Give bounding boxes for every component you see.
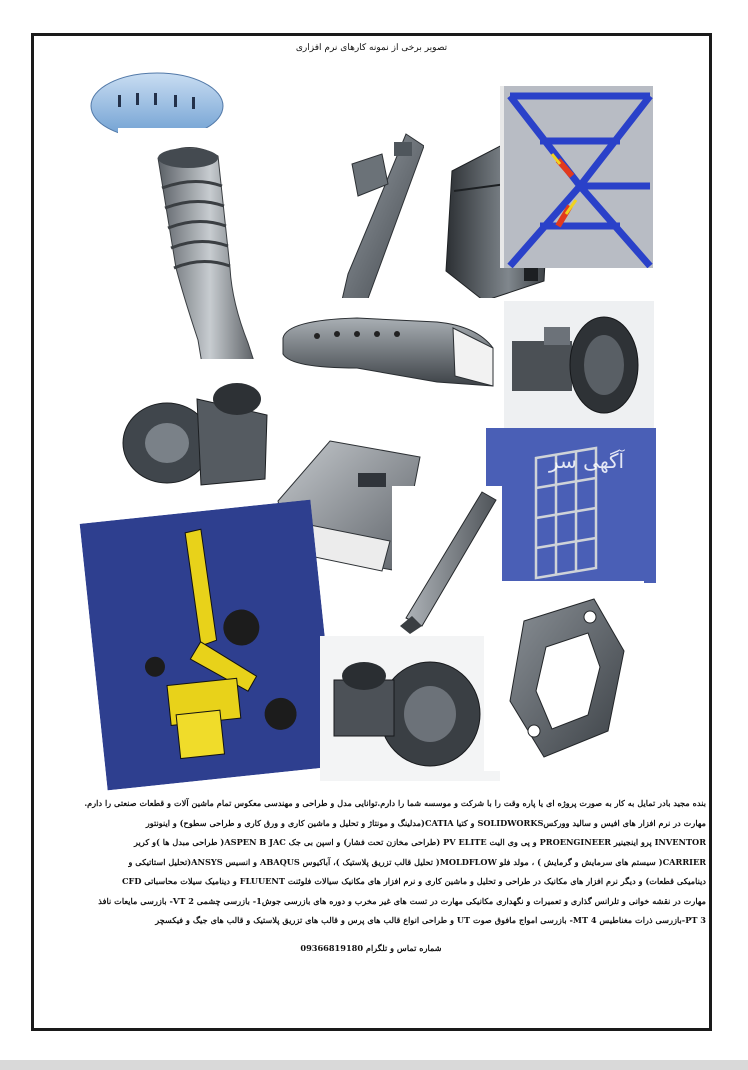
paragraph-line: CARRIER( سیستم های سرمایش و گرمایش ) ، مولد فلو MOLDFLOW( تحلیل قالب تزریق پلاستیک )، آباکیوس ABAQUS و انسیس ANSYS(تحلیل استاتیکی و [128, 856, 706, 867]
gearbox-housing-model [320, 636, 500, 781]
motor-gearbox-model [504, 301, 654, 429]
document-page [31, 33, 712, 1031]
gear-pump-assembly [97, 359, 277, 499]
stress-analysis-frame [500, 86, 653, 268]
description-text [36, 794, 706, 958]
contact-info: شماره تماس و تلگرام 09366819180 [300, 942, 442, 953]
paragraph-line: بنده مجید بادر تمایل به کار به صورت پروژه ای یا پاره وقت را با شرکت و موسسه شما را دارم.توانایی مدل و طراحی و مهندسی معکوس تمام ماشین آلات و قطعات صنعتی را دارم. [84, 798, 706, 808]
paragraph-line: مهارت در نرم افزار های افیس و سالید وورکسSOLIDWORKS و کتیا CATIA(مدلینگ و مونتاژ و تحلیل و ماشین کاری و ورق کاری و طراحی سطوح) و اینونتور [145, 817, 706, 828]
paragraph-line: PT 3-بازرسی ذرات مغناطیس MT 4- بازرسی امواج مافوق صوت UT و طراحی انواع قالب های پرس و قالب های تزریق پلاستیک و قالب های جیگ و فیکسچر [155, 915, 706, 925]
paragraph-line: INVENTOR پرو اینجینیر PROENGINEER و پی وی الیت PV ELITE (طراحی مخازن تحت فشار) و اسپن بی جک ASPEN B JAC( طراحی مبدل ها )و کریر [134, 837, 706, 847]
muffler-duct-model [267, 298, 505, 406]
paragraph-line: دینامیکی قطعات) و دیگر نرم افزار های مکانیک در طراحی و تحلیل و ماشین کاری و نرم افزار های مکانیک سیالات فلوئنت FLUUENT و دینامیک سیلات محاسباتی CFD [122, 876, 706, 886]
yellow-crane-model [80, 500, 339, 791]
document-title: تصویر برخی از نمونه کارهای نرم افزاری [295, 43, 448, 53]
paragraph-line: مهارت در نقشه خوانی و تلرانس گذاری و تعمیرات و نگهداری مکانیکی مهارت در تست های غیر مخرب و دوره های بازرسی جوش1- بازرسی چشمی VT 2- بازرسی مایعات نافذ [98, 895, 706, 906]
ring-flange-model [484, 581, 644, 771]
watermark-text: آگهی سر [549, 449, 625, 473]
bottom-strip [0, 1060, 748, 1070]
